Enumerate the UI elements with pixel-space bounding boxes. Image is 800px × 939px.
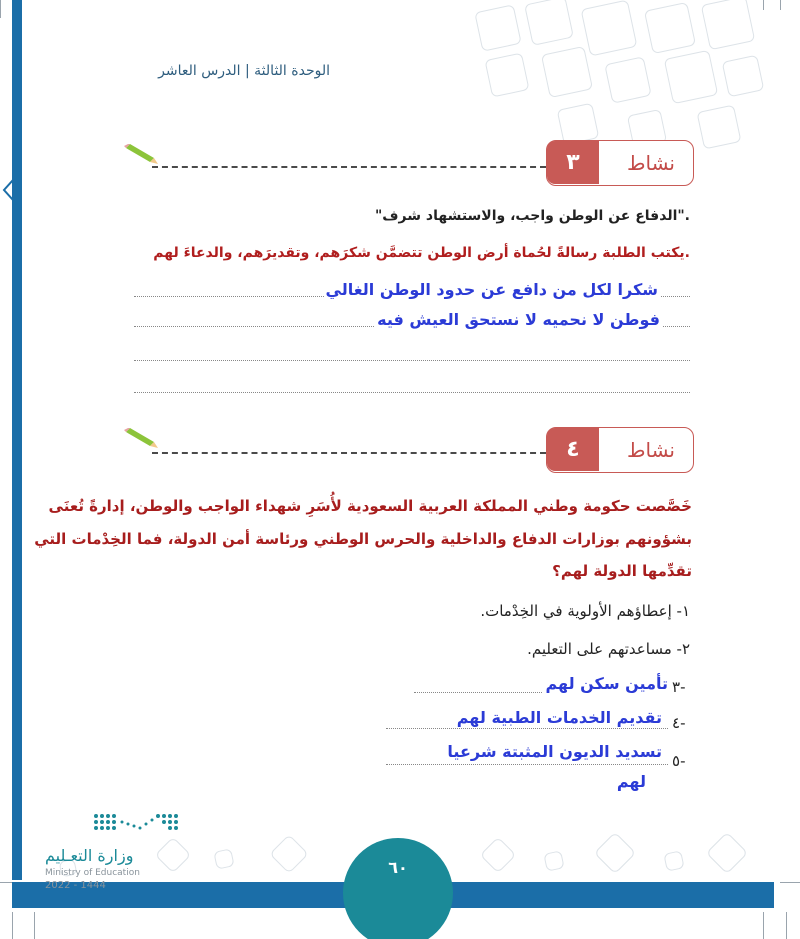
activity-badge-4 bbox=[546, 427, 694, 473]
handwritten-answer: شكرا لكل من دافع عن حدود الوطن الغالي bbox=[325, 280, 658, 299]
binding-notch bbox=[0, 170, 22, 210]
answer-line bbox=[386, 764, 668, 765]
activity-quote: "الدفاع عن الوطن واجب، والاستشهاد شرف". bbox=[374, 208, 690, 224]
crop-mark bbox=[763, 0, 764, 10]
list-item-number: ١- bbox=[671, 602, 690, 620]
pencil-icon bbox=[122, 144, 158, 164]
activity-paragraph-line: تقدِّمها الدولة لهم؟ bbox=[552, 562, 692, 580]
decorative-square bbox=[644, 2, 696, 54]
page-number-badge bbox=[343, 838, 453, 939]
activity-number: ٣ bbox=[547, 141, 599, 184]
crop-mark bbox=[780, 882, 800, 883]
list-item-number: ٢- bbox=[671, 640, 690, 658]
decorative-square bbox=[696, 104, 741, 149]
handwritten-answer: فوطن لا نحميه لا نستحق العيش فيه bbox=[377, 310, 660, 329]
decorative-square bbox=[594, 832, 636, 874]
activity-label: نشاط bbox=[627, 438, 675, 462]
dashed-divider bbox=[152, 452, 546, 454]
dashed-divider bbox=[152, 166, 546, 168]
decorative-square bbox=[474, 4, 521, 51]
decorative-square bbox=[480, 837, 517, 874]
list-item-text: إعطاؤهم الأولوية في الخِدْمات. bbox=[480, 602, 672, 620]
handwritten-answer: لهم bbox=[616, 772, 646, 791]
decorative-square bbox=[269, 834, 309, 874]
decorative-square bbox=[543, 850, 564, 871]
decorative-square bbox=[155, 837, 192, 874]
crop-mark bbox=[786, 912, 787, 939]
handwritten-answer: تقديم الخدمات الطبية لهم bbox=[456, 708, 662, 727]
list-item-number: ٥- bbox=[672, 752, 686, 770]
crop-mark bbox=[34, 912, 35, 939]
list-item-number: ٤- bbox=[672, 714, 686, 732]
crop-mark bbox=[0, 882, 12, 883]
handwritten-answer: تأمين سكن لهم bbox=[545, 674, 668, 693]
activity-badge-3 bbox=[546, 140, 694, 186]
answer-line bbox=[134, 360, 690, 361]
list-item-number: ٣- bbox=[672, 678, 686, 696]
crop-mark bbox=[780, 0, 781, 10]
decorative-square bbox=[213, 848, 234, 869]
answer-line bbox=[134, 392, 690, 393]
pencil-icon bbox=[122, 428, 158, 448]
edition-year: 2022 - 1444 bbox=[45, 880, 106, 891]
decorative-square bbox=[484, 52, 529, 97]
crop-mark bbox=[12, 912, 13, 939]
decorative-square bbox=[581, 0, 638, 56]
decorative-square bbox=[557, 103, 600, 146]
decorative-square bbox=[541, 46, 593, 98]
decorative-square bbox=[524, 0, 574, 46]
decorative-square bbox=[663, 850, 684, 871]
ministry-name-en: Ministry of Education bbox=[45, 868, 140, 878]
decorative-square bbox=[722, 55, 765, 98]
list-item bbox=[527, 640, 690, 658]
activity-label: نشاط bbox=[627, 151, 675, 175]
activity-task: يكتب الطلبة رسالةً لحُماة أرض الوطن تتضمَّن شكرَهم، وتقديرَهم، والدعاءَ لهم. bbox=[153, 245, 690, 261]
breadcrumb: الوحدة الثالثة | الدرس العاشر bbox=[158, 63, 330, 79]
decorative-square bbox=[664, 50, 719, 105]
ministry-logo-icon bbox=[92, 810, 182, 838]
binding-strip bbox=[12, 0, 22, 880]
crop-mark bbox=[763, 912, 764, 939]
list-item-text: مساعدتهم على التعليم. bbox=[527, 640, 672, 658]
ministry-name-ar: وزارة التعـليم bbox=[45, 846, 134, 865]
crop-mark bbox=[0, 0, 1, 18]
decorative-square bbox=[701, 0, 756, 50]
activity-paragraph-line: بشؤونهم بوزارات الدفاع والداخلية والحرس الوطني ورئاسة أمن الدولة، فما الخِدْمات التي bbox=[34, 530, 692, 548]
activity-number: ٤ bbox=[547, 428, 599, 471]
decorative-square bbox=[706, 832, 748, 874]
handwritten-answer: تسديد الديون المثبتة شرعيا bbox=[447, 742, 662, 761]
page-number: ٦٠ bbox=[388, 858, 408, 877]
list-item bbox=[480, 602, 690, 620]
activity-paragraph-line: خَصَّصت حكومة وطني المملكة العربية السعودية لأُسَرِ شهداء الواجب والوطن، إدارةً تُعنَى bbox=[48, 497, 692, 515]
answer-line bbox=[386, 728, 668, 729]
decorative-square bbox=[604, 56, 651, 103]
